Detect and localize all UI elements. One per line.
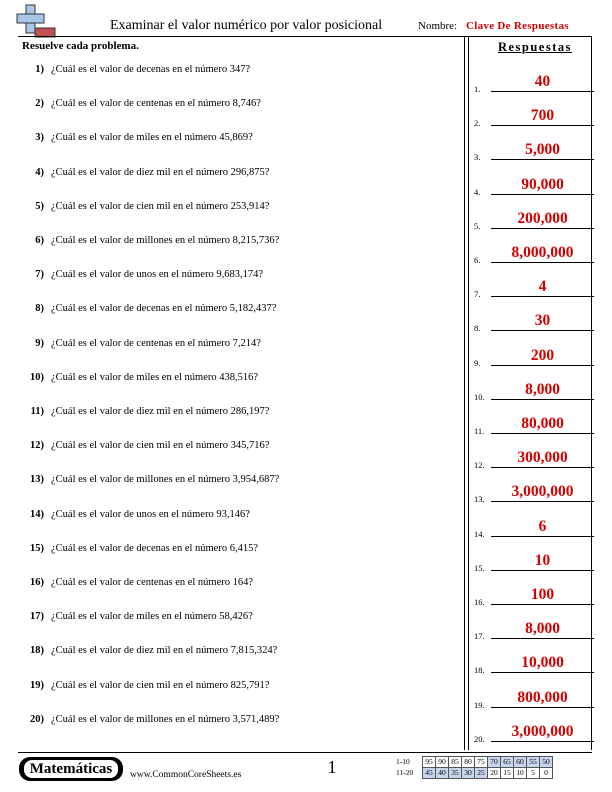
answer-line xyxy=(491,604,594,605)
answer-value: 8,000 xyxy=(525,380,560,398)
score-row-label: 11-20 xyxy=(396,768,414,777)
answer-number: 7. xyxy=(474,289,481,300)
brand-label: Matemáticas xyxy=(24,760,118,778)
answer-line xyxy=(491,262,594,263)
question-number: 20) xyxy=(30,713,44,725)
answer-item xyxy=(474,482,596,505)
question-item xyxy=(22,303,276,314)
answer-number: 12. xyxy=(474,460,485,471)
footer-rule xyxy=(18,752,592,753)
question-number: 7) xyxy=(35,269,44,281)
score-cell: 60 xyxy=(514,757,527,768)
question-item xyxy=(22,611,253,622)
answer-number: 4. xyxy=(474,186,481,197)
answer-item xyxy=(474,619,596,642)
answer-line xyxy=(491,159,594,160)
question-text: ¿Cuál es el valor de decenas en el número 5,182,437? xyxy=(51,303,277,315)
answer-item xyxy=(474,585,596,605)
answer-item xyxy=(474,140,596,163)
answer-value: 3,000,000 xyxy=(511,483,574,501)
question-text: ¿Cuál es el valor de decenas en el número 347? xyxy=(51,64,251,75)
question-number: 19) xyxy=(30,679,44,691)
math-operations-logo-icon xyxy=(16,4,56,38)
answer-value: 4 xyxy=(538,278,547,296)
name-value: Clave De Respuestas xyxy=(466,20,569,32)
answer-line xyxy=(491,467,594,468)
answer-item xyxy=(474,72,596,92)
answer-value: 30 xyxy=(534,312,551,330)
answer-value: 100 xyxy=(530,586,555,603)
score-cell: 80 xyxy=(462,757,475,768)
answer-value: 90,000 xyxy=(521,175,564,193)
answer-value: 200,000 xyxy=(517,209,568,227)
question-item xyxy=(22,372,258,383)
answer-value: 5,000 xyxy=(525,141,560,159)
question-text: ¿Cuál es el valor de cien mil en el número 253,914? xyxy=(51,200,270,212)
answer-number: 11. xyxy=(474,426,485,436)
score-cell: 10 xyxy=(514,768,527,779)
answer-line xyxy=(491,399,594,400)
question-number: 15) xyxy=(30,542,44,554)
question-text: ¿Cuál es el valor de miles en el número 438,516? xyxy=(51,371,259,383)
question-text: ¿Cuál es el valor de centenas en el número 164? xyxy=(51,577,254,588)
answer-item xyxy=(474,653,596,676)
answer-item xyxy=(474,688,596,708)
score-cell: 35 xyxy=(449,768,462,779)
answer-line xyxy=(491,296,594,297)
answer-item xyxy=(474,175,596,195)
answer-number: 8. xyxy=(474,323,481,334)
answer-value: 700 xyxy=(530,107,555,125)
answer-item xyxy=(474,722,596,742)
question-number: 5) xyxy=(35,200,44,212)
answer-column-divider xyxy=(464,36,465,750)
question-text: ¿Cuál es el valor de millones en el número 3,571,489? xyxy=(51,713,280,725)
answer-item xyxy=(474,551,596,571)
question-number: 2) xyxy=(35,98,44,110)
question-number: 6) xyxy=(35,235,44,246)
score-table xyxy=(396,756,553,779)
answer-column-divider xyxy=(468,36,469,750)
score-row xyxy=(396,757,553,768)
question-text: ¿Cuál es el valor de decenas en el número 6,415? xyxy=(51,542,259,554)
answer-value: 10,000 xyxy=(521,654,564,672)
site-url: www.CommonCoreSheets.es xyxy=(130,770,242,780)
question-item xyxy=(22,680,269,691)
question-number: 18) xyxy=(30,645,44,657)
question-number: 8) xyxy=(35,303,44,315)
question-text: ¿Cuál es el valor de cien mil en el número 825,791? xyxy=(51,679,270,691)
question-number: 14) xyxy=(30,508,44,520)
score-cell: 75 xyxy=(475,757,488,768)
score-cell: 25 xyxy=(475,768,488,779)
answer-number: 20. xyxy=(474,733,485,744)
score-cell: 45 xyxy=(423,768,436,779)
brand-badge xyxy=(19,757,123,781)
question-item xyxy=(22,474,279,485)
answer-value: 200 xyxy=(530,346,555,364)
question-item xyxy=(22,543,258,554)
answer-number: 3. xyxy=(474,152,481,163)
answer-item xyxy=(474,346,596,366)
question-text: ¿Cuál es el valor de diez mil en el número 7,815,324? xyxy=(51,645,278,657)
answer-number: 15. xyxy=(474,562,485,573)
question-item xyxy=(22,645,277,656)
answer-line xyxy=(491,707,594,708)
score-cell: 5 xyxy=(527,768,540,779)
score-cell: 20 xyxy=(488,768,501,779)
question-text: ¿Cuál es el valor de unos en el número 9,683,174? xyxy=(51,269,263,281)
answer-line xyxy=(491,570,594,571)
answers-title: Respuestas xyxy=(497,40,573,54)
question-number: 3) xyxy=(35,132,44,144)
question-text: ¿Cuál es el valor de millones en el número 8,215,736? xyxy=(51,235,280,246)
answer-item xyxy=(474,209,596,229)
answer-item xyxy=(474,243,596,263)
answer-item xyxy=(474,380,596,400)
question-number: 13) xyxy=(30,474,44,486)
question-item xyxy=(22,509,250,520)
question-text: ¿Cuál es el valor de cien mil en el número 345,716? xyxy=(51,440,270,452)
answer-number: 18. xyxy=(474,665,485,676)
answer-line xyxy=(491,91,594,92)
score-cell: 70 xyxy=(488,757,501,768)
score-cell: 40 xyxy=(436,768,449,779)
answer-number: 5. xyxy=(474,220,481,231)
answer-line xyxy=(491,228,594,229)
answer-line xyxy=(491,365,594,366)
score-cell: 0 xyxy=(540,768,553,779)
answer-value: 3,000,000 xyxy=(511,722,574,740)
answer-item xyxy=(474,517,596,537)
question-item xyxy=(22,235,279,246)
answer-value: 10 xyxy=(534,551,551,569)
answer-value: 40 xyxy=(534,73,551,90)
question-text: ¿Cuál es el valor de centenas en el número 7,214? xyxy=(51,337,261,349)
question-text: ¿Cuál es el valor de centenas en el número 8,746? xyxy=(51,98,261,110)
question-number: 17) xyxy=(30,611,44,623)
header-rule xyxy=(18,36,592,37)
name-label: Nombre: xyxy=(418,20,458,32)
answer-value: 800,000 xyxy=(517,688,568,706)
question-item xyxy=(22,132,253,143)
worksheet-title: Examinar el valor numérico por valor posicional xyxy=(110,18,383,33)
answer-line xyxy=(491,536,594,537)
page-number: 1 xyxy=(327,757,337,777)
answer-item xyxy=(474,106,596,129)
question-number: 11) xyxy=(30,406,44,417)
score-row-label: 1-10 xyxy=(396,757,410,766)
answer-number: 19. xyxy=(474,699,485,710)
answer-value: 80,000 xyxy=(521,415,564,432)
question-text: ¿Cuál es el valor de miles en el número 58,426? xyxy=(51,611,253,623)
answer-line xyxy=(491,125,594,126)
score-cell: 65 xyxy=(501,757,514,768)
score-cell: 50 xyxy=(540,757,553,768)
answer-value: 300,000 xyxy=(517,449,568,467)
question-item xyxy=(22,64,250,75)
score-cell: 15 xyxy=(501,768,514,779)
answer-item xyxy=(474,448,596,471)
answer-number: 9. xyxy=(474,357,481,368)
answer-number: 16. xyxy=(474,597,485,607)
instructions: Resuelve cada problema. xyxy=(22,40,139,52)
answer-value: 8,000 xyxy=(525,620,560,638)
answer-number: 2. xyxy=(474,118,481,129)
answer-line xyxy=(491,501,594,502)
question-text: ¿Cuál es el valor de diez mil en el número 286,197? xyxy=(51,406,270,417)
answer-item xyxy=(474,311,596,334)
answer-number: 14. xyxy=(474,528,485,539)
answer-item xyxy=(474,414,596,434)
score-cell: 30 xyxy=(462,768,475,779)
question-number: 4) xyxy=(35,166,44,178)
question-item xyxy=(22,98,261,109)
answer-line xyxy=(491,194,594,195)
score-cell: 95 xyxy=(423,757,436,768)
answer-line xyxy=(491,433,594,434)
question-item xyxy=(22,167,269,178)
answer-value: 8,000,000 xyxy=(511,244,574,261)
question-number: 9) xyxy=(35,337,44,349)
question-number: 16) xyxy=(30,577,44,588)
answer-item xyxy=(474,277,596,300)
question-item xyxy=(22,577,253,588)
question-text: ¿Cuál es el valor de diez mil en el número 296,875? xyxy=(51,166,270,178)
answer-number: 17. xyxy=(474,631,485,642)
answer-number: 1. xyxy=(474,84,481,94)
question-number: 10) xyxy=(30,371,44,383)
answer-number: 13. xyxy=(474,494,485,505)
question-item xyxy=(22,714,279,725)
question-text: ¿Cuál es el valor de miles en el número 45,869? xyxy=(51,132,253,144)
answer-line xyxy=(491,741,594,742)
question-item xyxy=(22,338,261,349)
score-cell: 90 xyxy=(436,757,449,768)
question-item xyxy=(22,269,263,280)
score-row xyxy=(396,768,553,779)
question-item xyxy=(22,201,269,212)
question-item xyxy=(22,406,269,417)
question-number: 12) xyxy=(30,440,44,452)
question-item xyxy=(22,440,269,451)
score-cell: 55 xyxy=(527,757,540,768)
answer-number: 10. xyxy=(474,391,485,402)
answer-line xyxy=(491,672,594,673)
question-text: ¿Cuál es el valor de millones en el número 3,954,687? xyxy=(51,474,280,486)
answer-number: 6. xyxy=(474,255,481,265)
answer-value: 6 xyxy=(538,517,547,535)
question-text: ¿Cuál es el valor de unos en el número 93,146? xyxy=(51,508,250,520)
answer-line xyxy=(491,330,594,331)
answer-line xyxy=(491,638,594,639)
question-number: 1) xyxy=(35,64,44,75)
score-cell: 85 xyxy=(449,757,462,768)
